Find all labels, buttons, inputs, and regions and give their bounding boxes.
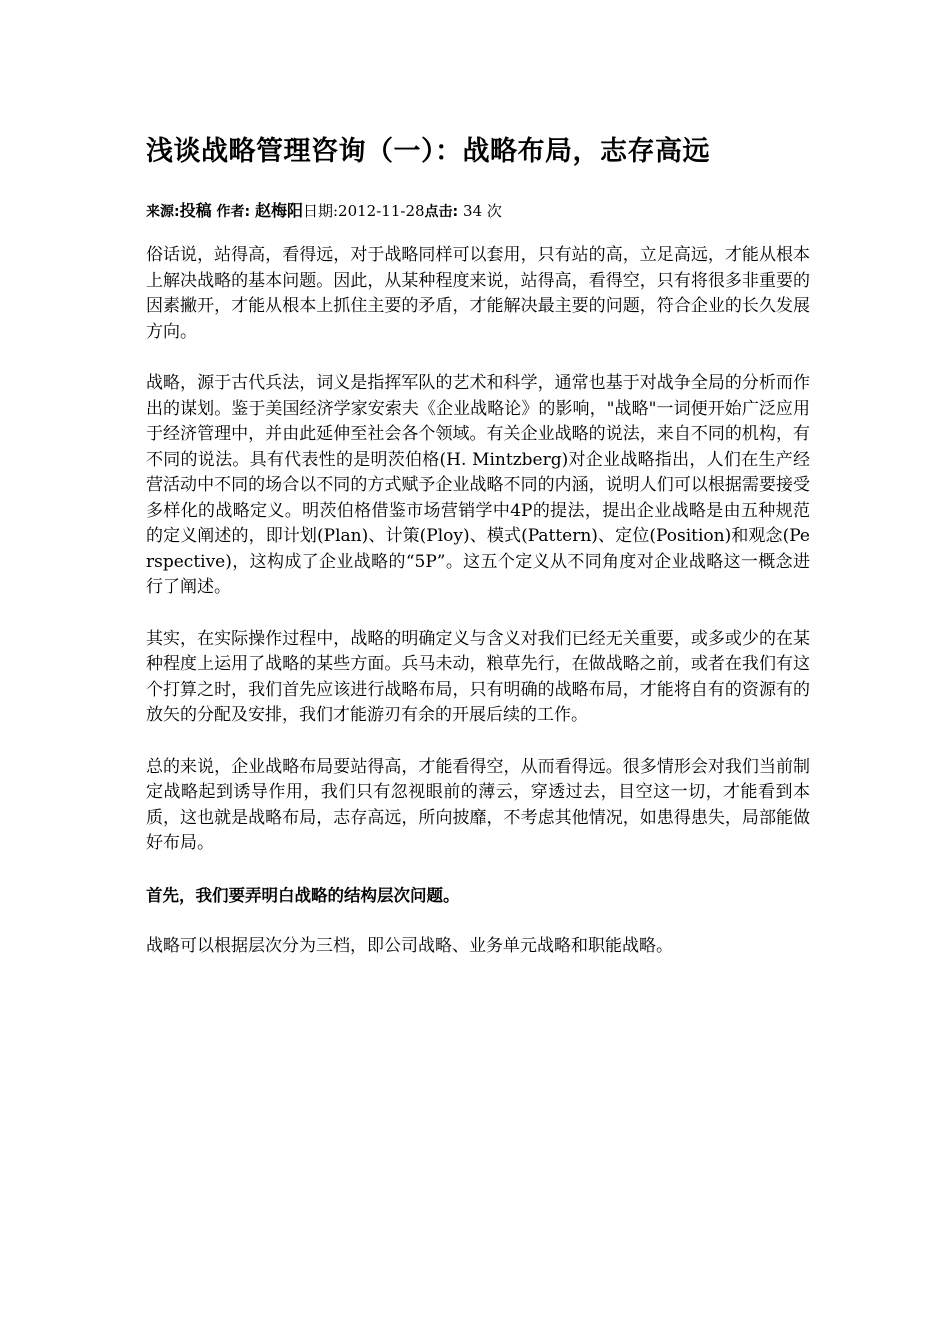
closing-paragraph: 战略可以根据层次分为三档，即公司战略、业务单元战略和职能战略。 <box>146 936 673 956</box>
paragraph-2: 战略，源于古代兵法，词义是指挥军队的艺术和科学，通常也基于对战争全局的分析而作出的谋划。鉴于美国经济学家安索夫《企业战略论》的影响，"战略"一词便开始广泛应用于经济管理中，并由此延伸至社会各个领域。有关企业战略的说法，来自不同的机构，有不同的说法。具有代表性的是明茨伯格(H. Mintzberg)对企业战略指出，人们在生产经营活动中不同的场合以不同的方式赋予企业战略不同的内涵，说明人们可以根据需要接受多样化的战略定义。明茨伯格借鉴市场营销学中4P的提法，提出企业战略是由五种规范的定义阐述的，即计划(Plan)、计策(Ploy)、模式(Pattern)、定位(Position)和观念(Perspective)，这构成了企业战略的“5P”。这五个定义从不同角度对企业战略这一概念进行了阐述。 <box>146 373 810 597</box>
paragraph-1: 俗话说，站得高，看得远，对于战略同样可以套用，只有站的高，立足高远，才能从根本上解决战略的基本问题。因此，从某种程度来说，站得高，看得空，只有将很多非重要的因素撇开，才能从根本上抓住主要的矛盾，才能解决最主要的问题，符合企业的长久发展方向。 <box>146 245 810 342</box>
article-meta <box>146 199 810 224</box>
author-value: 赵梅阳 <box>254 201 303 220</box>
section-heading: 首先，我们要弄明白战略的结构层次问题。 <box>146 885 460 905</box>
clicks-label: 点击: <box>424 204 464 220</box>
article-body <box>146 243 810 986</box>
clicks-value: 34 次 <box>463 202 502 220</box>
date-text: 日期:2012-11-28 <box>303 202 425 220</box>
paragraph-4: 总的来说，企业战略布局要站得高，才能看得空，从而看得远。很多情形会对我们当前制定战略起到诱导作用，我们只有忽视眼前的薄云，穿透过去，目空这一切，才能看到本质，这也就是战略布局，志存高远，所向披靡，不考虑其他情况，如患得患失，局部能做好布局。 <box>146 756 810 853</box>
paragraph-3: 其实，在实际操作过程中，战略的明确定义与含义对我们已经无关重要，或多或少的在某种程度上运用了战略的某些方面。兵马未动，粮草先行，在做战略之前，或者在我们有这个打算之时，我们首先应该进行战略布局，只有明确的战略布局，才能将自有的资源有的放矢的分配及安排，我们才能游刃有余的开展后续的工作。 <box>146 628 810 725</box>
source-value: 投稿 <box>179 201 212 220</box>
article-title: 浅谈战略管理咨询（一）：战略布局，志存高远 <box>146 136 710 167</box>
author-label: 作者: <box>211 204 255 220</box>
source-label: 来源: <box>146 204 180 220</box>
